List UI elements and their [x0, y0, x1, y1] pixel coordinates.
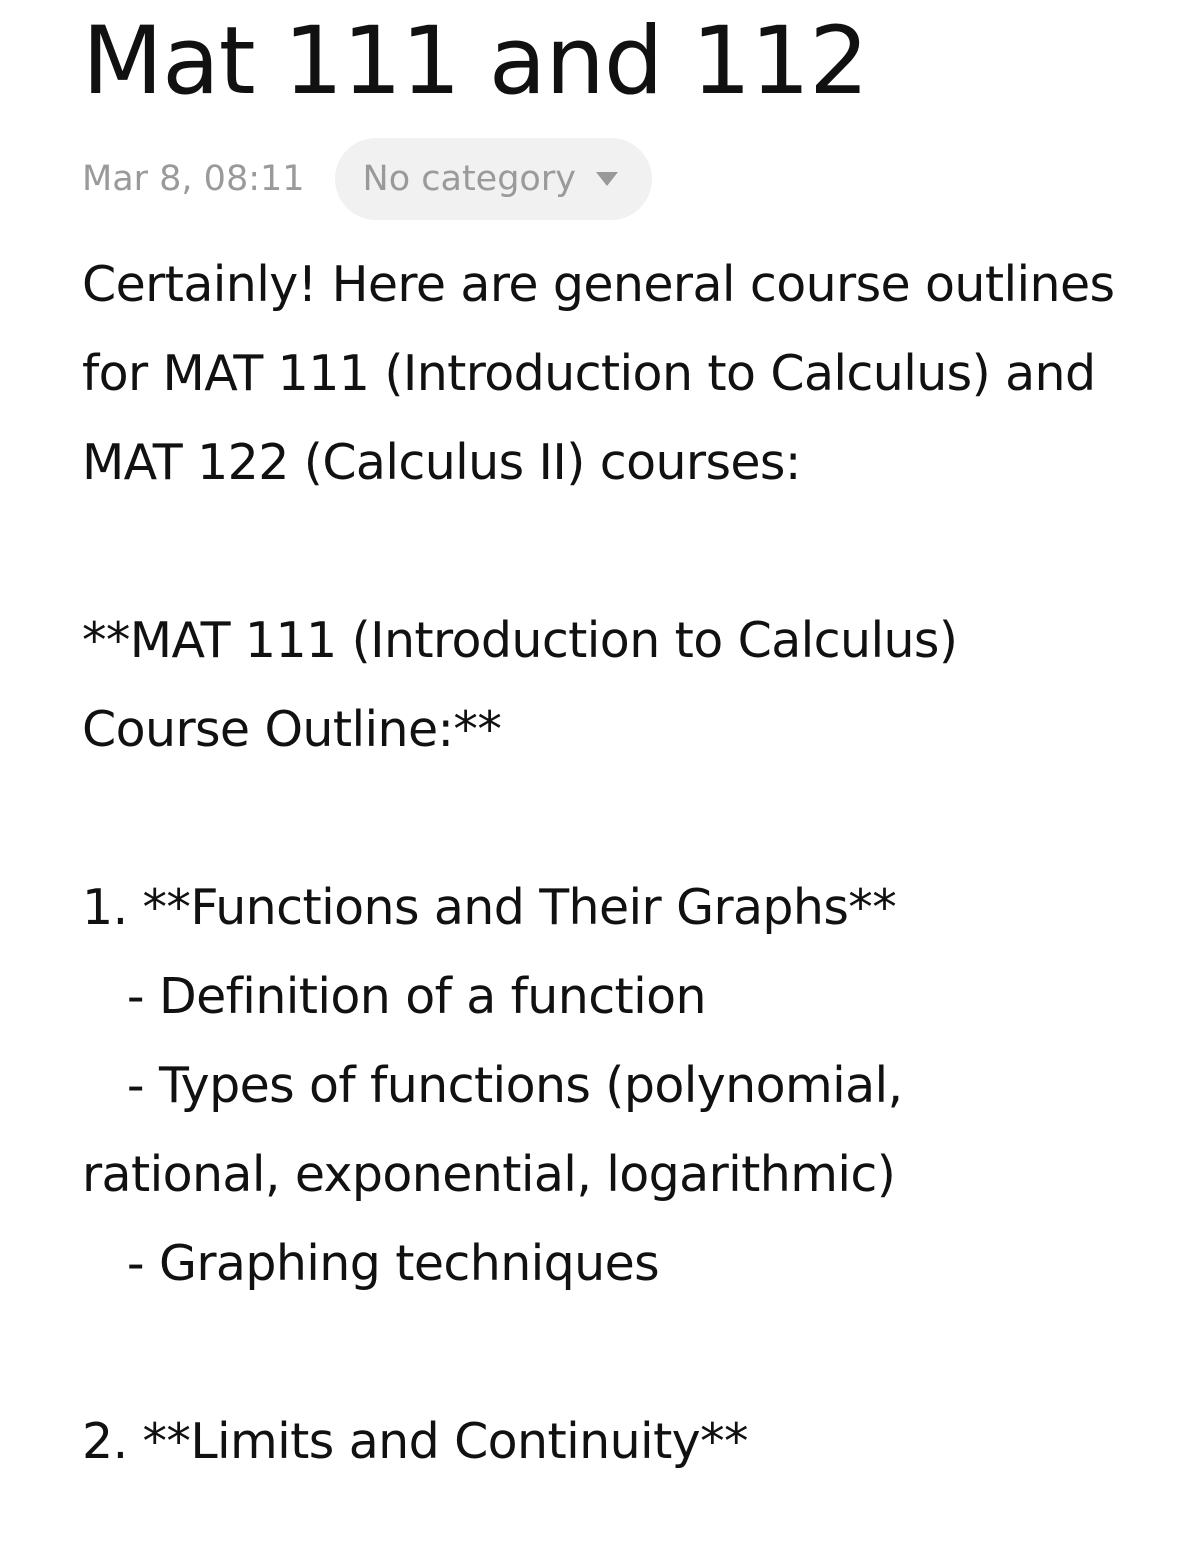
body-line: for MAT 111 (Introduction to Calculus) and: [82, 345, 1096, 402]
body-line: - Types of functions (polynomial,: [82, 1057, 903, 1114]
body-line: - Graphing techniques: [82, 1235, 660, 1292]
note-meta: [82, 138, 1200, 220]
note-title[interactable]: Mat 111 and 112: [82, 7, 868, 116]
body-line: 1. **Functions and Their Graphs**: [82, 879, 897, 936]
blank-line: [82, 1308, 1182, 1397]
body-line: 2. **Limits and Continuity**: [82, 1413, 748, 1470]
blank-line: [82, 774, 1182, 863]
category-dropdown[interactable]: [335, 138, 652, 220]
body-line: - Definition of a function: [82, 968, 707, 1025]
body-line: **MAT 111 (Introduction to Calculus): [82, 612, 958, 669]
body-line: Certainly! Here are general course outlines: [82, 256, 1115, 313]
note-body[interactable]: [82, 240, 1182, 1486]
body-line: rational, exponential, logarithmic): [82, 1146, 896, 1203]
body-line: Course Outline:**: [82, 701, 502, 758]
caret-down-icon: [596, 172, 618, 186]
blank-line: [82, 507, 1182, 596]
category-label: No category: [362, 159, 576, 199]
body-line: MAT 122 (Calculus II) courses:: [82, 434, 801, 491]
note-timestamp: Mar 8, 08:11: [82, 159, 305, 199]
